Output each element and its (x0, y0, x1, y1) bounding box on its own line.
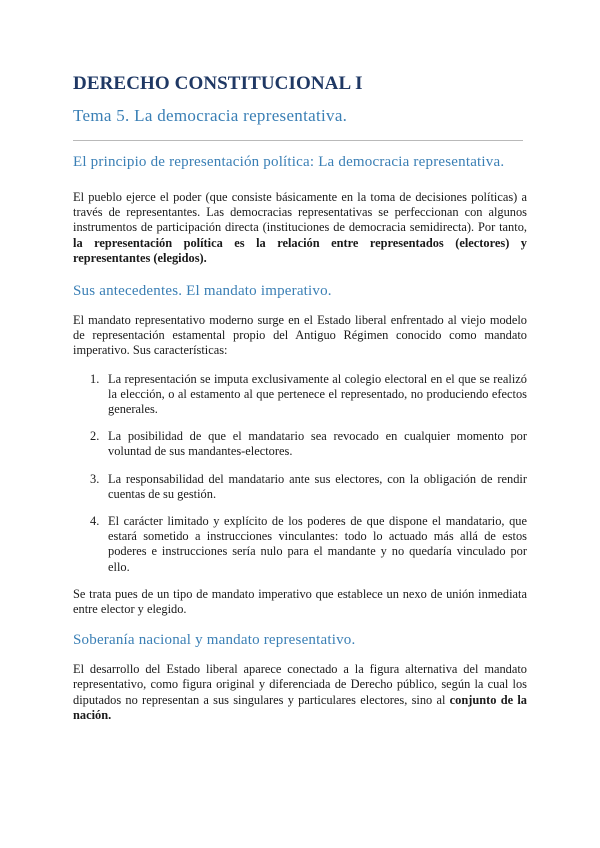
list-item-number: 3. (90, 471, 100, 486)
paragraph-sovereignty (73, 662, 527, 723)
list-item-text: La posibilidad de que el mandatario sea revocado en cualquier momento por voluntad de sus mandantes-electores. (108, 429, 527, 459)
paragraph-text: El pueblo ejerce el poder (que consiste básicamente en la toma de decisiones políticas) a través de representantes. Las democracias representativas se perfeccionan con algunos instrumentos de participación directa (instituciones de democracia semidirecta). Por tanto, (73, 190, 527, 235)
list-item-text: La representación se imputa exclusivamente al colegio electoral en el que se realizó la elección, o al estamento al que pertenece el representado, no produciendo efectos generales. (108, 371, 527, 417)
section-heading-sovereignty: Soberanía nacional y mandato representativo. (73, 632, 356, 649)
characteristics-list (73, 372, 527, 575)
paragraph-emphasis: la representación política es la relación entre representados (electores) y representantes (elegidos) (73, 235, 527, 265)
document-body (73, 153, 527, 723)
document-title: DERECHO CONSTITUCIONAL I (73, 73, 363, 94)
section-heading-antecedents: Sus antecedentes. El mandato imperativo. (73, 283, 332, 300)
paragraph-text: El desarrollo del Estado liberal aparece conectado a la figura alternativa del mandato representativo, como figura original y diferenciada de Derecho público, según la cual los diputados no representan a sus singulares y particulares electores, sino al (73, 662, 527, 707)
paragraph-emphasis: conjunto de la nación (73, 692, 527, 722)
header-divider (73, 140, 523, 141)
list-item-text: La responsabilidad del mandatario ante sus electores, con la obligación de rendir cuentas de su gestión. (108, 471, 527, 501)
list-item-number: 4. (90, 514, 100, 529)
document-subtitle: Tema 5. La democracia representativa. (73, 106, 348, 125)
paragraph-closing: Se trata pues de un tipo de mandato imperativo que establece un nexo de unión inmediata entre elector y elegido. (73, 586, 527, 617)
paragraph-end: . (203, 250, 207, 265)
list-item (73, 429, 527, 459)
list-item (73, 514, 527, 575)
list-item-number: 2. (90, 429, 100, 444)
paragraph-end: . (108, 707, 112, 722)
section-heading-representation: El principio de representación política: La democracia representativa. (73, 154, 505, 170)
list-item-number: 1. (90, 371, 100, 386)
list-item (73, 472, 527, 502)
paragraph-representation (73, 190, 527, 266)
list-item-text: El carácter limitado y explícito de los poderes de que dispone el mandatario, que estará sometido a instrucciones vinculantes: todo lo actuado más allá de estos poderes e instrucciones sería nulo para el mandante y no quedaría vinculado por ello. (108, 514, 527, 574)
paragraph-antecedents: El mandato representativo moderno surge en el Estado liberal enfrentado al viejo modelo de representación estamental propio del Antiguo Régimen conocido como mandato imperativo. Sus características: (73, 313, 527, 358)
list-item (73, 372, 527, 418)
